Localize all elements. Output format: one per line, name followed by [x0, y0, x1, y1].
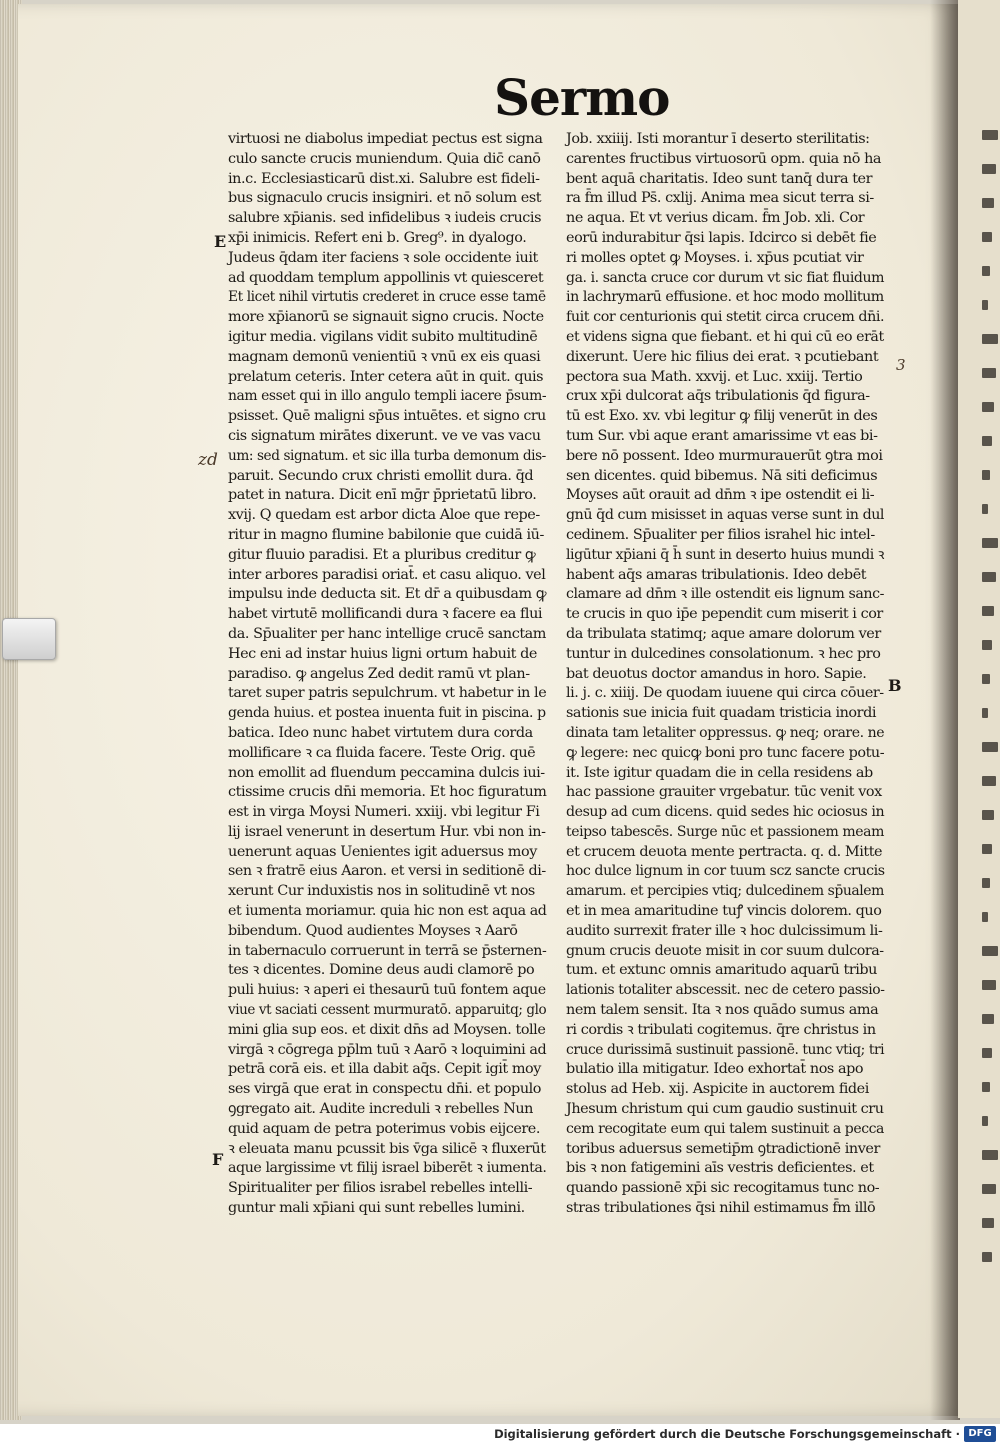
text-line: non emollit ad fluendum peccamina dulcis iui-: [228, 764, 545, 781]
text-line: magnam demonū venientiū ꝛ vnū ex eis quasi: [228, 348, 541, 365]
facing-page-text-fragment: [982, 1116, 988, 1126]
text-line: clamare ad dn̄m ꝛ ille ostendit eis lignum sanc-: [566, 586, 884, 603]
text-line: um: sed signatum. et sic illa turba demonum dis-: [228, 447, 546, 464]
marginal-letter-e: E: [214, 232, 227, 251]
text-line: Hec eni ad instar huius ligni ortum habuit de: [228, 645, 537, 662]
text-line: aque largissime vt filij israel biberēt ꝛ iumenta.: [228, 1160, 547, 1177]
marginal-letter-f: F: [212, 1150, 224, 1169]
text-line: cis signatum mirātes dixerunt. ve ve vas vacu: [228, 427, 541, 444]
facing-page-text-fragment: [982, 198, 994, 208]
text-line: Judeus q̄dam iter faciens ꝛ sole occidente iuit: [228, 249, 538, 266]
text-line: ꝯgregato ait. Audite increduli ꝛ rebelles Nun: [228, 1101, 533, 1118]
facing-page-text-fragment: [982, 436, 992, 446]
facing-page-text-fragment: [982, 878, 990, 888]
text-line: batica. Ideo nunc habet virtutem dura corda: [228, 724, 533, 741]
text-line: Moyses aūt orauit ad dn̄m ꝛ ipe ostendit ei li-: [566, 487, 875, 504]
text-line: quando passionē xp̄i sic recogitamus tunc no-: [566, 1180, 880, 1197]
text-line: igitur media. vigilans vidit subito multitudinē: [228, 328, 538, 345]
text-line: bulatio illa mitigatur. Ideo exhortat̄ nos apo: [566, 1061, 864, 1078]
text-line: in tabernaculo corruerunt in terrā se p̄sternen-: [228, 942, 547, 959]
text-line: stras tribulationes q̄si nihil estimamus f̄m illō: [566, 1200, 876, 1217]
facing-page-text-fragment: [982, 606, 994, 616]
text-line: fuit cor centurionis qui stetit circa crucem dn̄i.: [566, 309, 885, 326]
text-line: nem talem sensit. Ita ꝛ nos quādo sumus ama: [566, 1002, 879, 1019]
running-head: Sermo: [494, 68, 670, 127]
text-line: stolus ad Heb. xij. Aspicite in auctorem fidei: [566, 1081, 869, 1098]
text-line: bibendum. Quod audientes Moyses ꝛ Aarō: [228, 922, 518, 939]
text-line: bent aquā charitatis. Ideo sunt tanq̄ dura ter: [566, 170, 873, 187]
text-line: cedinem. Sp̄ualiter per filios israhel hic intel-: [566, 526, 875, 543]
text-line: paruit. Secundo crux christi emollit dura. q̄d: [228, 467, 534, 484]
text-line: xerunt Cur induxistis nos in solitudinē vt nos: [228, 883, 535, 900]
text-line: teipso tabescēs. Surge nūc et passionem meam: [566, 823, 884, 840]
text-line: sen dicentes. quid bibemus. Nā siti deficimus: [566, 467, 878, 484]
facing-page-text-fragment: [982, 164, 996, 174]
facing-page-text-fragment: [982, 708, 988, 718]
text-line: psisset. Quē maligni sp̄us intuētes. et signo cru: [228, 408, 546, 425]
text-line: lationis totaliter abscessit. nec de cetero passio-: [566, 982, 885, 999]
text-line: quid aquam de petra poterimus vobis eijcere.: [228, 1120, 540, 1137]
facing-page-text-fragment: [982, 844, 992, 854]
text-line: ses virgā que erat in conspectu dn̄i. et populo: [228, 1081, 542, 1098]
text-line: tum. et extunc omnis amaritudo aquarū tribu: [566, 962, 877, 979]
facing-page-text-fragment: [982, 266, 990, 276]
text-line: ctissime crucis dn̄i memoria. Et hoc figuratum: [228, 784, 547, 801]
text-line: eorū indurabitur q̄si lapis. Idcirco si debēt fie: [566, 229, 877, 246]
text-line: desup ad cum dicens. quid sedes hic ociosus in: [566, 804, 885, 821]
facing-page-fragment: [958, 0, 1000, 1418]
text-line: genda huius. et postea inuenta fuit in piscina. p: [228, 705, 546, 722]
text-line: amarum. et percipies vtiq; dulcedinem sp̄ualem: [566, 883, 884, 900]
text-line: gitur fluuio paradisi. Et a pluribus creditur ꝙ: [228, 546, 536, 563]
text-line: culo sancte crucis muniendum. Quia dic̄ canō: [228, 150, 541, 167]
text-line: te crucis in quo ip̄e pependit cum miserit i cor: [566, 606, 883, 623]
text-line: hac passione grauiter vrgebatur. tūc venit vox: [566, 784, 882, 801]
facing-page-text-fragment: [982, 946, 998, 956]
facing-page-text-fragment: [982, 810, 994, 820]
text-line: sen ꝛ fratrē eius Aaron. et versi in seditionē di-: [228, 863, 546, 880]
text-line: bus signaculo crucis insigniri. et nō solum est: [228, 190, 542, 207]
text-line: cem recogitate eum qui talem sustinuit a pecca: [566, 1120, 884, 1137]
text-line: ꝛ eleuata manu pcussit bis v̄ga silicē ꝛ fluxerūt: [228, 1140, 546, 1157]
facing-page-text-fragment: [982, 1150, 998, 1160]
text-line: cruce durissimā sustinuit passionē. tunc vtiq; tri: [566, 1041, 885, 1058]
text-line: viue vt saciati cessent murmuratō. apparuitq; glo: [228, 1002, 547, 1019]
funding-credit: Digitalisierung gefördert durch die Deutsche Forschungsgemeinschaft ·: [494, 1427, 960, 1441]
facing-page-text-fragment: [982, 130, 998, 140]
text-line: bere nō possent. Ideo murmurauerūt ꝯtra moi: [566, 447, 883, 464]
marginal-letter-b: B: [888, 676, 902, 695]
gutter-shadow: [930, 0, 960, 1420]
text-line: crux xp̄i dulcorat aq̄s tribulationis q̄d figura-: [566, 388, 870, 405]
facing-page-text-fragment: [982, 742, 998, 752]
facing-page-text-fragment: [982, 1252, 992, 1262]
text-line: uenerunt aquas Uenientes igit aduersus moy: [228, 843, 537, 860]
text-line: ga. i. sancta cruce cor durum vt sic fiat fluidum: [566, 269, 885, 286]
text-line: dixerunt. Uere hic filius dei erat. ꝛ pcutiebant: [566, 348, 879, 365]
facing-page-text-fragment: [982, 1048, 992, 1058]
text-line: ad quoddam templum appollinis vt quiesceret: [228, 269, 544, 286]
text-line: tū est Exo. xv. vbi legitur ꝙ filij venerūt in des: [566, 408, 878, 425]
text-line: xvij. Q quedam est arbor dicta Aloe que repe-: [228, 507, 540, 524]
facing-page-text-fragment: [982, 980, 996, 990]
facing-page-text-fragment: [982, 572, 996, 582]
text-line: gnū q̄d cum misisset in aquas verse sunt in dul: [566, 507, 885, 524]
text-line: tum Sur. vbi aque erant amarissime vt eas bi-: [566, 427, 878, 444]
text-line: li. j. c. xiiij. De quodam iuuene qui circa cōuer-: [566, 685, 884, 702]
text-line: habet virtutē mollificandi dura ꝛ facere ea flui: [228, 606, 543, 623]
text-line: mollificare ꝛ ca fluida facere. Teste Orig. quē: [228, 744, 536, 761]
left-text-column: [228, 130, 546, 1219]
text-line: gnum crucis deuote misit in cor suum dulcora-: [566, 942, 884, 959]
text-line: ra f̄m illud Ps̄. cxlij. Anima mea sicut terra si-: [566, 190, 874, 207]
text-line: et videns signa que fiebant. et hi qui cū eo erāt: [566, 328, 884, 345]
text-line: audito surrexit frater ille ꝛ hoc dulcissimum li-: [566, 922, 883, 939]
text-line: et crucem deuota mente pertracta. q. d. Mitte: [566, 843, 883, 860]
text-line: hoc dulce lignum in cor tuum scz sancte crucis: [566, 863, 885, 880]
text-line: habent aq̄s amaras tribulationis. Ideo debēt: [566, 566, 867, 583]
text-line: da tribulata statimq; aque amare dolorum ver: [566, 625, 881, 642]
text-line: pectora sua Math. xxvij. et Luc. xxiij. Tertio: [566, 368, 863, 385]
text-line: et iumenta moriamur. quia hic non est aqua ad: [228, 903, 547, 920]
text-line: Job. xxiiij. Isti morantur ī deserto sterilitatis:: [566, 131, 870, 147]
bookmark-tab: [2, 618, 56, 660]
text-line: salubre xp̄ianis. sed infidelibus ꝛ iudeis crucis: [228, 210, 542, 227]
text-line: puli huius: ꝛ aperi ei thesaurū tuū fontem aque: [228, 982, 546, 999]
text-line: ri cordis ꝛ tribulati cogitemus. q̄re christus in: [566, 1021, 876, 1038]
text-line: taret super patris sepulchrum. vt habetur in le: [228, 685, 547, 702]
facing-page-text-fragment: [982, 640, 992, 650]
text-line: dinata tam letaliter oppressus. ꝙ neq; orare. ne: [566, 724, 885, 741]
handwritten-note-3: 3: [896, 356, 906, 374]
text-line: nam esset qui in illo angulo templi iacere p̄sum-: [228, 388, 547, 405]
text-line: toribus aduersus semetip̄m ꝯtradictionē inver: [566, 1140, 880, 1157]
dfg-logo: DFG: [964, 1426, 996, 1442]
text-line: ritur in magno flumine babilonie que cuidā iū-: [228, 526, 544, 543]
facing-page-text-fragment: [982, 912, 988, 922]
text-line: et in mea amaritudine tuꝭ vincis dolorem. quo: [566, 903, 882, 920]
facing-page-text-fragment: [982, 776, 996, 786]
text-line: ne aqua. Et vt verius dicam. f̄m Job. xli. Cor: [566, 210, 865, 227]
text-line: in.c. Ecclesiasticarū dist.xi. Salubre est fideli-: [228, 170, 540, 187]
text-line: tuntur in dulcedines consolationum. ꝛ hec pro: [566, 645, 881, 662]
text-line: Jhesum christum qui cum gaudio sustinuit cru: [566, 1101, 884, 1118]
facing-page-text-fragment: [982, 1218, 994, 1228]
facing-page-text-fragment: [982, 300, 988, 310]
facing-page-text-fragment: [982, 538, 998, 548]
facing-page-text-fragment: [982, 470, 990, 480]
text-line: in lachrymarū effusione. et hoc modo mollitum: [566, 289, 884, 306]
facing-page-text-fragment: [982, 232, 992, 242]
text-line: inter arbores paradisi oriat̄. et casu aliquo. vel: [228, 566, 546, 583]
text-line: guntur mali xp̄iani qui sunt rebelles lumini.: [228, 1200, 525, 1217]
facing-page-text-fragment: [982, 674, 990, 684]
text-line: carentes fructibus virtuosorū opm. quia nō ha: [566, 150, 882, 167]
text-line: prelatum ceteris. Inter cetera aūt in quit. quis: [228, 368, 544, 385]
text-line: virtuosi ne diabolus impediat pectus est signa: [228, 131, 543, 147]
text-line: it. Iste igitur quadam die in cella residens ab: [566, 764, 873, 781]
text-line: da. Sp̄ualiter per hanc intellige crucē sanctam: [228, 625, 546, 642]
text-line: Spiritualiter per filios israbel rebelles intelli-: [228, 1180, 533, 1197]
handwritten-note-zd: zd: [198, 450, 218, 470]
facing-page-text-fragment: [982, 1014, 994, 1024]
text-line: ꝙ legere: nec quicꝙ boni pro tunc facere potu-: [566, 744, 885, 761]
text-line: paradiso. ꝙ angelus Zed dedit ramū vt plan-: [228, 665, 530, 682]
text-line: petrā corā eis. et illa dabit aq̄s. Cepit igit̄ moy: [228, 1061, 541, 1078]
facing-page-text-fragment: [982, 334, 998, 344]
text-line: mini glia sup eos. et dixit dn̄s ad Moysen. tolle: [228, 1021, 546, 1038]
facing-page-text-fragment: [982, 1082, 990, 1092]
text-line: sationis sue inicia fuit quadam tristicia inordi: [566, 705, 876, 722]
text-line: bat deuotus doctor amandus in horo. Sapie.: [566, 665, 867, 682]
text-line: est in virga Moysi Numeri. xxiij. vbi legitur Fi: [228, 804, 540, 821]
text-line: ligūtur xp̄iani q̄ h̄ sunt in deserto huius mundi ꝛ: [566, 546, 885, 563]
text-line: more xp̄ianorū se signauit signo crucis. Nocte: [228, 309, 544, 326]
facing-page-text-fragment: [982, 504, 988, 514]
text-line: tes ꝛ dicentes. Domine deus audi clamorē po: [228, 962, 535, 979]
text-line: virgā ꝛ cōgrega pp̄lm tuū ꝛ Aarō ꝛ loquimini ad: [228, 1041, 547, 1058]
text-line: impulsu inde deducta sit. Et dr̄ a quibusdam ꝙ: [228, 586, 547, 603]
text-line: xp̄i inimicis. Refert eni b. Greg⁹. in dyalogo.: [228, 229, 527, 246]
text-line: Et licet nihil virtutis crederet in cruce esse tamē: [228, 289, 546, 306]
facing-page-text-fragment: [982, 368, 996, 378]
text-line: patet in natura. Dicit enī mḡr p̄prietatū libro.: [228, 487, 537, 504]
facing-page-text-fragment: [982, 402, 994, 412]
text-line: ri molles optet ꝙ Moyses. i. xp̄us pcutiat vir: [566, 249, 864, 266]
facing-page-text-fragment: [982, 1184, 996, 1194]
text-line: bis ꝛ non fatigemini aīs vestris deficientes. et: [566, 1160, 874, 1177]
right-text-column: [566, 130, 884, 1219]
text-line: lij israel venerunt in desertum Hur. vbi non in-: [228, 823, 546, 840]
